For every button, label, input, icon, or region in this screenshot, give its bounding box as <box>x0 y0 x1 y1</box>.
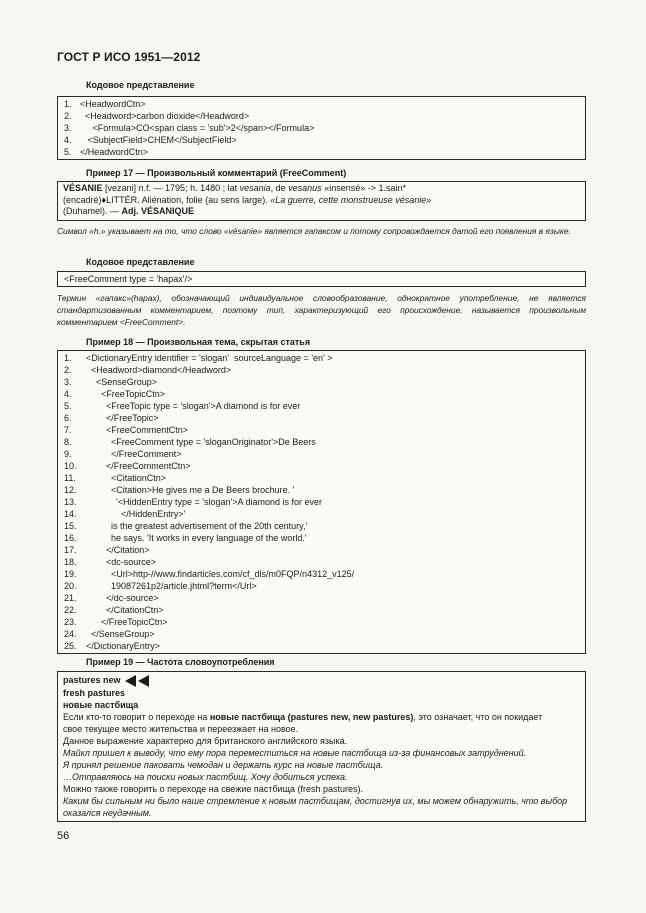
adjective-form: Adj. VÉSANIQUE <box>121 206 195 216</box>
section2-heading: Кодовое представление <box>86 257 195 267</box>
example18-heading: Пример 18 — Произвольная тема, скрытая статья <box>86 337 311 347</box>
line-number: 24. <box>64 629 77 639</box>
code-text: <Url>http-//www.findarticles.com/cf_dls/m0FQP/n4312_v125/ <box>86 569 355 579</box>
code-text: <HeadwordCtn> <box>80 99 146 109</box>
line-number: 6. <box>64 413 72 423</box>
standard-header: ГОСТ Р ИСО 1951—2012 <box>57 50 201 64</box>
definition-text: , это означает, что он покидает <box>413 711 543 722</box>
line-number: 3. <box>64 377 72 387</box>
code-text: </HeadwordCtn> <box>80 147 149 157</box>
code-line <box>64 496 585 508</box>
frequency-triangle-icon <box>138 675 149 687</box>
code-line <box>64 110 585 122</box>
code-line <box>64 364 585 376</box>
line-number: 4. <box>64 135 72 145</box>
code-text: </CitationCtn> <box>86 605 164 615</box>
code-text: is the greatest advertisement of the 20th century,' <box>86 521 308 531</box>
line-number: 3. <box>64 123 72 133</box>
code-line <box>64 556 585 568</box>
code-line <box>64 412 585 424</box>
headword-line-1 <box>63 674 580 687</box>
code-line <box>64 388 585 400</box>
code-text: <Formula>CO<span class = 'sub'>2</span></Formula> <box>92 123 315 133</box>
code-line <box>64 640 585 652</box>
line-number: 7. <box>64 425 72 435</box>
code-text: <FreeComment type = 'sloganOriginator'>De Beers <box>86 437 316 447</box>
definition-line-1 <box>63 711 580 723</box>
headword-text: pastures new <box>63 675 121 685</box>
line-number: 2. <box>64 111 72 121</box>
code-line <box>64 134 585 146</box>
example-sentence: Майкл пришел к выводу, что ему пора переместиться на новые пастбища из-за финансовых затруднений. <box>63 747 527 758</box>
line-number: 1. <box>64 99 72 109</box>
code-box-hapax <box>57 271 586 287</box>
code-text: <CitationCtn> <box>86 473 167 483</box>
code-line <box>64 352 585 364</box>
code-text: '<HiddenEntry type = 'slogan'>A diamond is for ever <box>86 497 323 507</box>
code-line <box>64 628 585 640</box>
line-number: 22. <box>64 605 77 615</box>
source-text: (Duhamel). — <box>63 206 122 216</box>
line-number: 20. <box>64 581 77 591</box>
code-text: <FreeTopic type = 'slogan'>A diamond is for ever <box>86 401 301 411</box>
code-box-headword <box>57 96 586 160</box>
code-line <box>64 604 585 616</box>
latin-word: vesania <box>239 183 271 193</box>
example17-entry <box>58 182 585 219</box>
line-number: 5. <box>64 147 72 157</box>
code-text: <Headword>diamond</Headword> <box>86 365 232 375</box>
frequency-triangle-icon <box>125 675 136 687</box>
code-text: <FreeTopicCtn> <box>86 389 166 399</box>
line-number: 17. <box>64 545 77 555</box>
code-line <box>64 616 585 628</box>
code-line <box>64 580 585 592</box>
note-line: Можно также говорить о переходе на свежие пастбища (fresh pastures). <box>63 783 364 794</box>
line-number: 11. <box>64 473 76 483</box>
code-line <box>64 544 585 556</box>
indent <box>80 134 88 146</box>
line-number: 13. <box>64 497 77 507</box>
code-text: <Citation>He gives me a De Beers brochure. ' <box>86 485 295 495</box>
line-number: 25. <box>64 641 77 651</box>
line-number: 21. <box>64 593 77 603</box>
code-line <box>64 122 585 134</box>
etymology-text: , de <box>270 183 289 193</box>
code-text: </SenseGroup> <box>86 629 155 639</box>
line-number: 12. <box>64 485 77 495</box>
code-text: </FreeTopicCtn> <box>86 617 168 627</box>
code-line <box>64 448 585 460</box>
code-text: <DictionaryEntry identifier = 'slogan' sourceLanguage = 'en' > <box>86 353 333 363</box>
definition-bold: новые пастбища (pastures new, new pastures) <box>209 711 414 722</box>
line-number: 23. <box>64 617 77 627</box>
example19-box <box>57 671 586 822</box>
example17-note: Символ «h.» указывает на то, что слово «vésanie» является гапаксом и потому сопровождается датой его появления в языке. <box>57 226 571 236</box>
line-number: 16. <box>64 533 77 543</box>
line-number: 8. <box>64 437 72 447</box>
code-text: </HiddenEntry>' <box>86 509 186 519</box>
line-number: 9. <box>64 449 72 459</box>
example19-heading: Пример 19 — Частота словоупотребления <box>86 657 275 667</box>
etymology-text: «insensé» -> 1.sain* <box>321 183 406 193</box>
definition-text: (encadré)♦LITTÉR. Aliénation, folie (au sens large). <box>63 194 271 205</box>
code-line <box>64 98 585 110</box>
latin-word: vesanus <box>288 183 322 193</box>
code-box-dictionary-entry <box>57 350 586 654</box>
section1-heading: Кодовое представление <box>86 80 195 90</box>
code-listing <box>58 97 585 159</box>
code-text: </FreeTopic> <box>86 413 159 423</box>
example-sentence: Я принял решение паковать чемодан и держать курс на новые пастбища. <box>63 759 384 770</box>
example19-entry <box>58 672 585 821</box>
line-number: 4. <box>64 389 72 399</box>
indent <box>80 122 93 134</box>
quote-text: «La guerre, cette monstrueuse vésanie» <box>270 194 432 205</box>
headword-line-3: новые пастбища <box>63 699 139 710</box>
code-line: <FreeComment type = 'hapax'/> <box>64 274 193 284</box>
code-text: <SenseGroup> <box>86 377 158 387</box>
line-number: 19. <box>64 569 77 579</box>
code-text: 19087261p2/article.jhtml?term</Url> <box>86 581 257 591</box>
entry-line-1 <box>63 183 580 195</box>
code-line <box>64 484 585 496</box>
code-line <box>64 592 585 604</box>
code-text: </dc-source> <box>86 593 159 603</box>
page-number: 56 <box>57 830 70 842</box>
example17-heading: Пример 17 — Произвольный комментарий (FreeComment) <box>86 168 347 178</box>
line-number: 14. <box>64 509 77 519</box>
code-line <box>64 400 585 412</box>
code-listing <box>58 351 585 653</box>
definition-line-2: свое текущее место жительства и переезжает на новое. <box>63 723 299 734</box>
section2-note: Термин «гапакс»(hapax), обозначающий индивидуальное словообразование, однократное употребление, не является стандартизованным комментарием, поэтому тип, характеризующий его происхождение, называется произвольным комментарием <FreeComment>. <box>57 293 586 327</box>
code-line <box>64 568 585 580</box>
headword: VÉSANIE <box>63 183 103 193</box>
code-line <box>64 508 585 520</box>
code-text: <FreeCommentCtn> <box>86 425 189 435</box>
line-number: 15. <box>64 521 77 531</box>
code-text: <dc-source> <box>86 557 157 567</box>
code-line <box>64 424 585 436</box>
code-line <box>64 520 585 532</box>
definition-text: Если кто-то говорит о переходе на <box>63 711 210 722</box>
code-line <box>64 146 585 158</box>
code-text: </FreeCommentCtn> <box>86 461 191 471</box>
code-line <box>64 436 585 448</box>
line-number: 10. <box>64 461 77 471</box>
code-line <box>64 460 585 472</box>
code-text: </FreeComment> <box>86 449 182 459</box>
code-text: <SubjectField>CHEM</SubjectField> <box>87 135 237 145</box>
code-line <box>64 376 585 388</box>
example17-box <box>57 181 586 221</box>
code-line <box>64 472 585 484</box>
example-sentence: …Отправляюсь на поиски новых пастбищ. Хочу добиться успеха. <box>63 771 348 782</box>
line-number: 5. <box>64 401 72 411</box>
line-number: 2. <box>64 365 72 375</box>
code-text: he says. 'It works in every language of the world.' <box>86 533 307 543</box>
code-text: </DictionaryEntry> <box>86 641 161 651</box>
etymology-text: [vezani] n.f. — 1795; h. 1480 ; lat <box>102 183 240 193</box>
example-sentence: Каким бы сильным ни было наше стремление к новым пастбищам, достигнув их, мы можем обнаружить, что выбор оказался неудачным. <box>63 795 568 818</box>
entry-line-2 <box>63 195 580 207</box>
line-number: 1. <box>64 353 72 363</box>
code-text: </Citation> <box>86 545 150 555</box>
entry-line-3 <box>63 206 580 218</box>
usage-line: Данное выражение характерно для британского английского языка. <box>63 735 348 746</box>
line-number: 18. <box>64 557 77 567</box>
headword-line-2: fresh pastures <box>63 687 126 698</box>
code-text: <Headword>carbon dioxide</Headword> <box>85 111 250 121</box>
code-line <box>64 532 585 544</box>
